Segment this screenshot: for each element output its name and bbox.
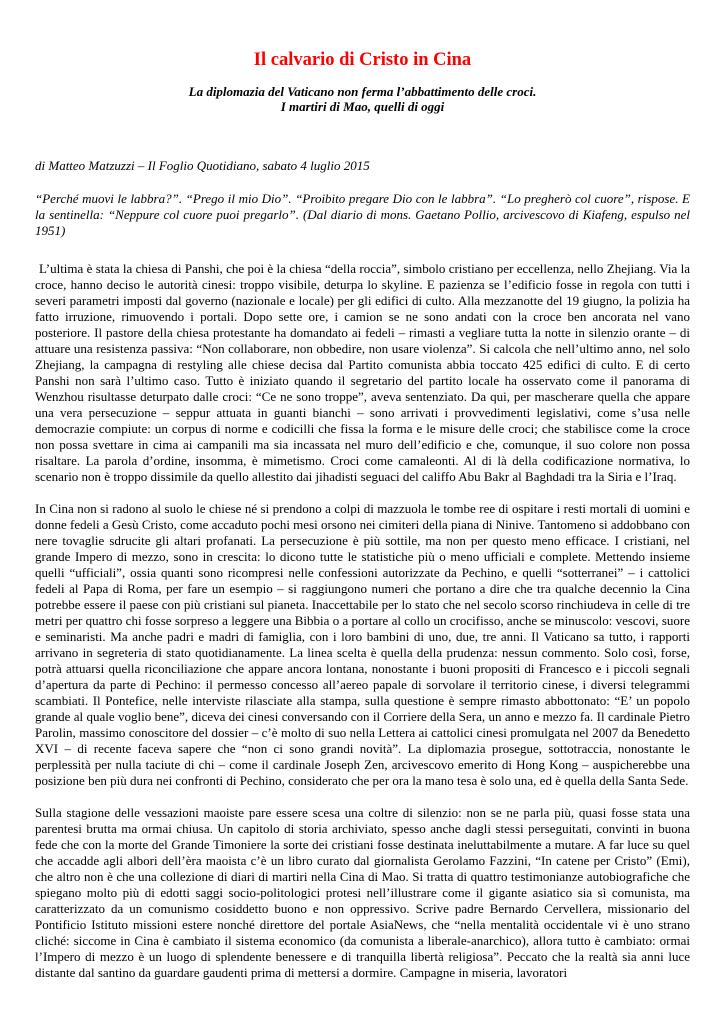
- subtitle-line-1: La diplomazia del Vaticano non ferma l’abbattimento delle croci.: [188, 84, 537, 99]
- article-title: Il calvario di Cristo in Cina: [253, 50, 472, 70]
- body-paragraph-3: Sulla stagione delle vessazioni maoiste pare essere scesa una coltre di silenzio: non se ne parla più, quasi fosse stata una parentesi brutta ma ormai chiusa. Un capitolo di storia archiviato, spesso anche dagli stessi perseguitati, convinti in buona fede che con la morte del Grande Timoniere la sorte dei cristiani fosse destinata ineluttabilmente a mutare. A far luce su quel che accadde agli albori dell’èra maoista c’è un libro curato dal giornalista Gerolamo Fazzini, “In catene per Cristo” (Emi), che altro non è che una collezione di diari di martiri nella Cina di Mao. Si tratta di quattro testimonianze autobiografiche che spiegano molto più di edotti saggi socio-politologici protesi nell’illustrare come il gigante asiatico sia sì comunista, ma caratterizzato da un comunismo cosiddetto buono e non oppressivo. Scrive padre Bernardo Cervellera, missionario del Pontificio Istituto missioni estere nonché direttore del portale AsiaNews, che “nella mentalità occidentale vi è uno strano cliché: siccome in Cina è cambiato il sistema economico (da comunista a liberale-anarchico), allora tutto è cambiato: ormai l’Impero di mezzo è un luogo di splendente benessere e di tranquilla libertà religiosa”. Peccato che la realtà sia anni luce distante dal santino da guardare gaudenti prima di mettersi a dormire. Campagne in miseria, lavoratori: [35, 805, 690, 980]
- body-paragraph-2: In Cina non si radono al suolo le chiese né si prendono a colpi di mazzuola le tombe ree di ospitare i resti mortali di uomini e donne fedeli a Gesù Cristo, come accaduto pochi mesi orsono nei cimiteri della piana di Ninive. Tantomeno si addobbano con nere tovaglie sdrucite gli altari profanati. La persecuzione è più sottile, ma non per questo meno efficace. I cristiani, nel grande Impero di mezzo, sono in crescita: lo dicono tutte le statistiche più o meno ufficiali e complete. Mettendo insieme quelli “ufficiali”, ossia quanti sono ricompresi nelle confessioni autorizzate da Pechino, e quelli “sotterranei” – i cattolici fedeli al Papa di Roma, per fare un esempio – si raggiungono numeri che portano a dire che tra qualche decennio la Cina potrebbe essere il paese con più cristiani sul pianeta. Inaccettabile per lo stato che nel secolo scorso rinchiudeva in celle di tre metri per quattro chi fosse sorpreso a leggere una Bibbia o a portare al collo un crocifisso, anche se minuscolo: vescovi, suore e seminaristi. Ma anche padri e madri di famiglia, con i loro bambini di uno, due, tre anni. Il Vaticano sa tutto, i rapporti arrivano in segreteria di stato quotidianamente. La linea scelta è quella della prudenza: nessun commento. Solo così, forse, potrà attuarsi quella riconciliazione che appare ancora lontana, nonostante i buoni propositi di Francesco e i piccoli segnali d’apertura da parte di Pechino: il permesso concesso all’aereo papale di sorvolare il territorio cinese, i diversi telegrammi scambiati. Il Pontefice, nelle interviste rilasciate alla stampa, sulla questione è sempre rimasto abbottonato: “E’ un popolo grande al quale voglio bene”, diceva dei cinesi conversando con il Corriere della Sera, un anno e mezzo fa. Il cardinale Pietro Parolin, massimo conoscitore del dossier – c’è molto di suo nella Lettera ai cattolici cinesi promulgata nel 2007 da Benedetto XVI – di recente faceva sapere che “non ci sono grandi novità”. La diplomazia prosegue, sottotraccia, nonostante le perplessità per nulla taciute di chi – come il cardinale Joseph Zen, arcivescovo emerito di Hong Kong – auspicherebbe una posizione ben più dura nei confronti di Pechino, considerato che per ora la mano tesa è solo una, ed è quella della Santa Sede.: [35, 501, 690, 788]
- body-paragraph-1: L’ultima è stata la chiesa di Panshi, che poi è la chiesa “della roccia”, simbolo cristiano per eccellenza, nello Zhejiang. Via la croce, hanno deciso le autorità cinesi: troppo visibile, deturpa lo skyline. E pazienza se l’edificio fosse in regola con tutti i severi parametri imposti dal governo (nazionale e locale) per gli edifici di culto. Alla mezzanotte del 19 giugno, la polizia ha fatto irruzione, rimuovendo i portali. Dopo sette ore, i camion se ne sono andati con la croce ben ancorata nel vano posteriore. Il pastore della chiesa protestante ha domandato ai fedeli – rimasti a vegliare tutta la notte in silenzio orante – di attuare una resistenza passiva: “Non collaborare, non obbedire, non usare violenza”. Si calcola che nell’ultimo anno, nel solo Zhejiang, la campagna di restyling alle chiese decisa dal Partito comunista abbia toccato 425 edifici di culto. E di certo Panshi non sarà l’ultimo caso. Tutto è iniziato quando il segretario del partito locale ha osservato come il panorama di Wenzhou risultasse deturpato dalle croci: “Ce ne sono troppe”, aveva sentenziato. Da qui, per mascherare quella che appare una vera persecuzione – seppur attuata in guanti bianchi – sono arrivati i provvedimenti legislativi, come s’usa nelle democrazie compiute: un corpus di norme e codicilli che fissa la forma e le misure delle croci; che stabilisce come la croce non possa svettare in cima ai campanili ma sia incassata nel muro dell’edificio e che, comunque, il suo colore non possa risaltare. La parola d’ordine, insomma, è mimetismo. Croci come camaleonti. Al di là della codificazione normativa, lo scenario non è troppo dissimile da quello allestito dai jihadisti seguaci del califfo Abu Bakr al Baghdadi tra la Siria e l’Iraq.: [35, 261, 690, 484]
- article-byline: di Matteo Matzuzzi – Il Foglio Quotidiano, sabato 4 luglio 2015: [35, 158, 370, 173]
- article-subtitle: [35, 84, 690, 114]
- subtitle-line-2: I martiri di Mao, quelli di oggi: [280, 99, 445, 114]
- article-epigraph: “Perché muovi le labbra?”. “Prego il mio Dio”. “Proibito pregare Dio con le labbra”. “Lo pregherò col cuore”, rispose. E la sentinella: “Neppure col cuore puoi pregarlo”. (Dal diario di mons. Gaetano Pollio, arcivescovo di Kiafeng, espulso nel 1951): [35, 191, 690, 238]
